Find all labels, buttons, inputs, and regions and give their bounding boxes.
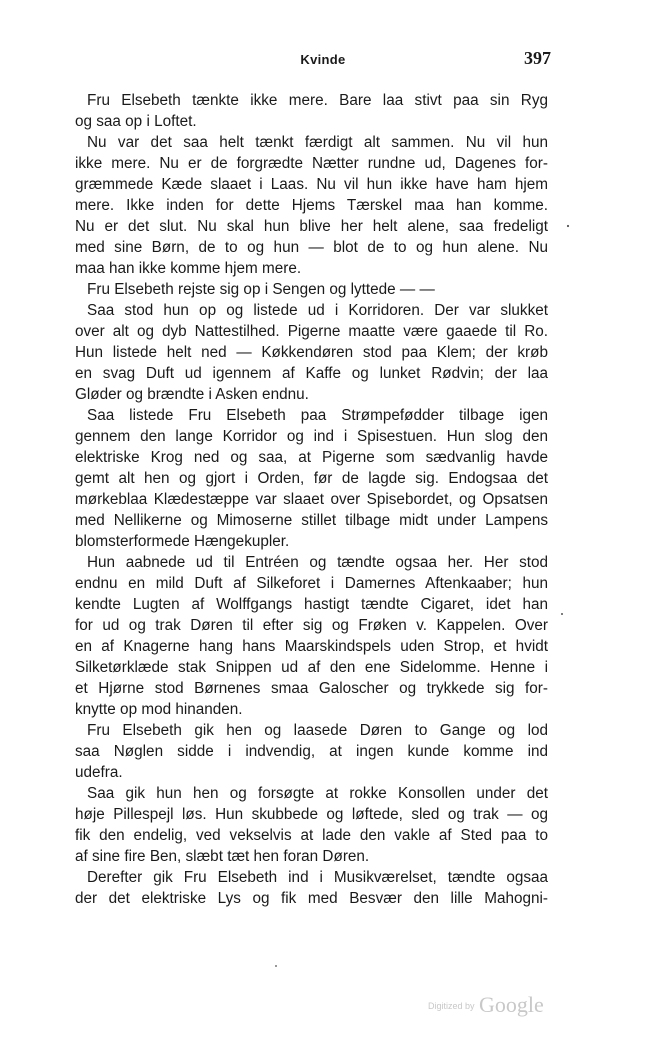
text-line: der det elektriske Lys og fik med Besvær den lille Mahogni- [75, 890, 548, 907]
text-line: Saa stod hun op og listede ud i Korridoren. Der var slukket [87, 302, 548, 319]
text-line: Silketørklæde stak Snippen ud af den ene Sidelomme. Henne i [75, 659, 548, 676]
text-line: af sine fire Ben, slæbt tæt hen foran Døren. [75, 848, 370, 865]
google-watermark [428, 992, 544, 1018]
page-number: 397 [524, 48, 551, 68]
text-line: endnu en mild Duft af Silkeforet i Damernes Aftenkaaber; hun [75, 575, 548, 592]
text-line: maa han ikke komme hjem mere. [75, 260, 302, 277]
text-line: Saa gik hun hen og forsøgte at rokke Konsollen under det [87, 785, 548, 802]
running-title: Kvinde [300, 52, 346, 67]
text-line: Fru Elsebeth rejste sig op i Sengen og lyttede — — [87, 281, 435, 298]
text-line: Fru Elsebeth gik hen og laasede Døren to Gange og lod [87, 722, 548, 739]
text-line: over alt og dyb Nattestilhed. Pigerne maatte være gaaede til Ro. [75, 323, 548, 340]
text-line: saa Nøglen sidde i indvendig, at ingen kunde komme ind [75, 743, 548, 760]
text-line: ikke mere. Nu er de forgrædte Nætter rundne ud, Dagenes for- [75, 155, 548, 172]
text-line: med Nellikerne og Mimoserne stillet tilbage midt under Lampens [75, 512, 548, 529]
google-logo: Google [478, 992, 544, 1017]
text-line: Saa listede Fru Elsebeth paa Strømpefødder tilbage igen [87, 407, 548, 424]
text-line: kendte Lugten af Wolffgangs hastigt tændte Cigaret, idet han [75, 596, 548, 613]
text-line: Hun listede helt ned — Køkkendøren stod paa Klem; der krøb [75, 344, 548, 361]
text-line: fik den endelig, ved vekselvis at lade den vakle af Sted paa to [75, 827, 548, 844]
text-line: elektriske Krog ned og saa, at Pigerne som sædvanlig havde [75, 449, 548, 466]
text-line: og saa op i Loftet. [75, 113, 197, 130]
text-line: blomsterformede Hængekupler. [75, 533, 290, 550]
text-line: gennem den lange Korridor og ind i Spisestuen. Hun slog den [75, 428, 548, 445]
text-line: med sine Børn, de to og hun — blot de to og hun alene. Nu [75, 239, 548, 256]
text-line: mørkeblaa Klædestæppe var slaaet over Spisebordet, og Opsatsen [75, 491, 548, 508]
text-line: udefra. [75, 764, 123, 781]
text-line: for ud og trak Døren til efter sig og Frøken v. Kappelen. Over [75, 617, 548, 634]
text-line: mere. Ikke inden for dette Hjems Tærskel maa han komme. [75, 197, 548, 214]
text-line: Nu var det saa helt tænkt færdigt alt sammen. Nu vil hun [87, 134, 548, 151]
text-line: Fru Elsebeth tænkte ikke mere. Bare laa stivt paa sin Ryg [87, 92, 548, 109]
text-line: Nu er det slut. Nu skal hun blive her helt alene, saa fredeligt [75, 218, 548, 235]
text-line: gemt alt hen og gjort i Orden, før de lagde sig. Endogsaa det [75, 470, 548, 487]
text-line: et Hjørne stod Børnenes smaa Galoscher og trykkede sig for- [75, 680, 548, 697]
text-line: Hun aabnede ud til Entréen og tændte ogsaa her. Her stod [87, 554, 548, 571]
text-line: en af Knagerne hang hans Maarskindspels uden Strop, et hvidt [75, 638, 548, 655]
scan-speck [561, 613, 563, 615]
scan-speck [567, 225, 569, 227]
watermark-prefix: Digitized by [428, 1001, 475, 1011]
scan-speck [275, 965, 277, 967]
text-line: Gløder og brændte i Asken endnu. [75, 386, 309, 403]
text-line: høje Pillespejl løs. Hun skubbede og løftede, sled og trak — og [75, 806, 548, 823]
text-line: knytte op mod hinanden. [75, 701, 243, 718]
text-line: en svag Duft ud igennem af Kaffe og lunket Rødvin; der laa [75, 365, 548, 382]
text-line: Derefter gik Fru Elsebeth ind i Musikværelset, tændte ogsaa [87, 869, 548, 886]
text-line: græmmede Kæde slaaet i Laas. Nu vil hun ikke have ham hjem [75, 176, 548, 193]
